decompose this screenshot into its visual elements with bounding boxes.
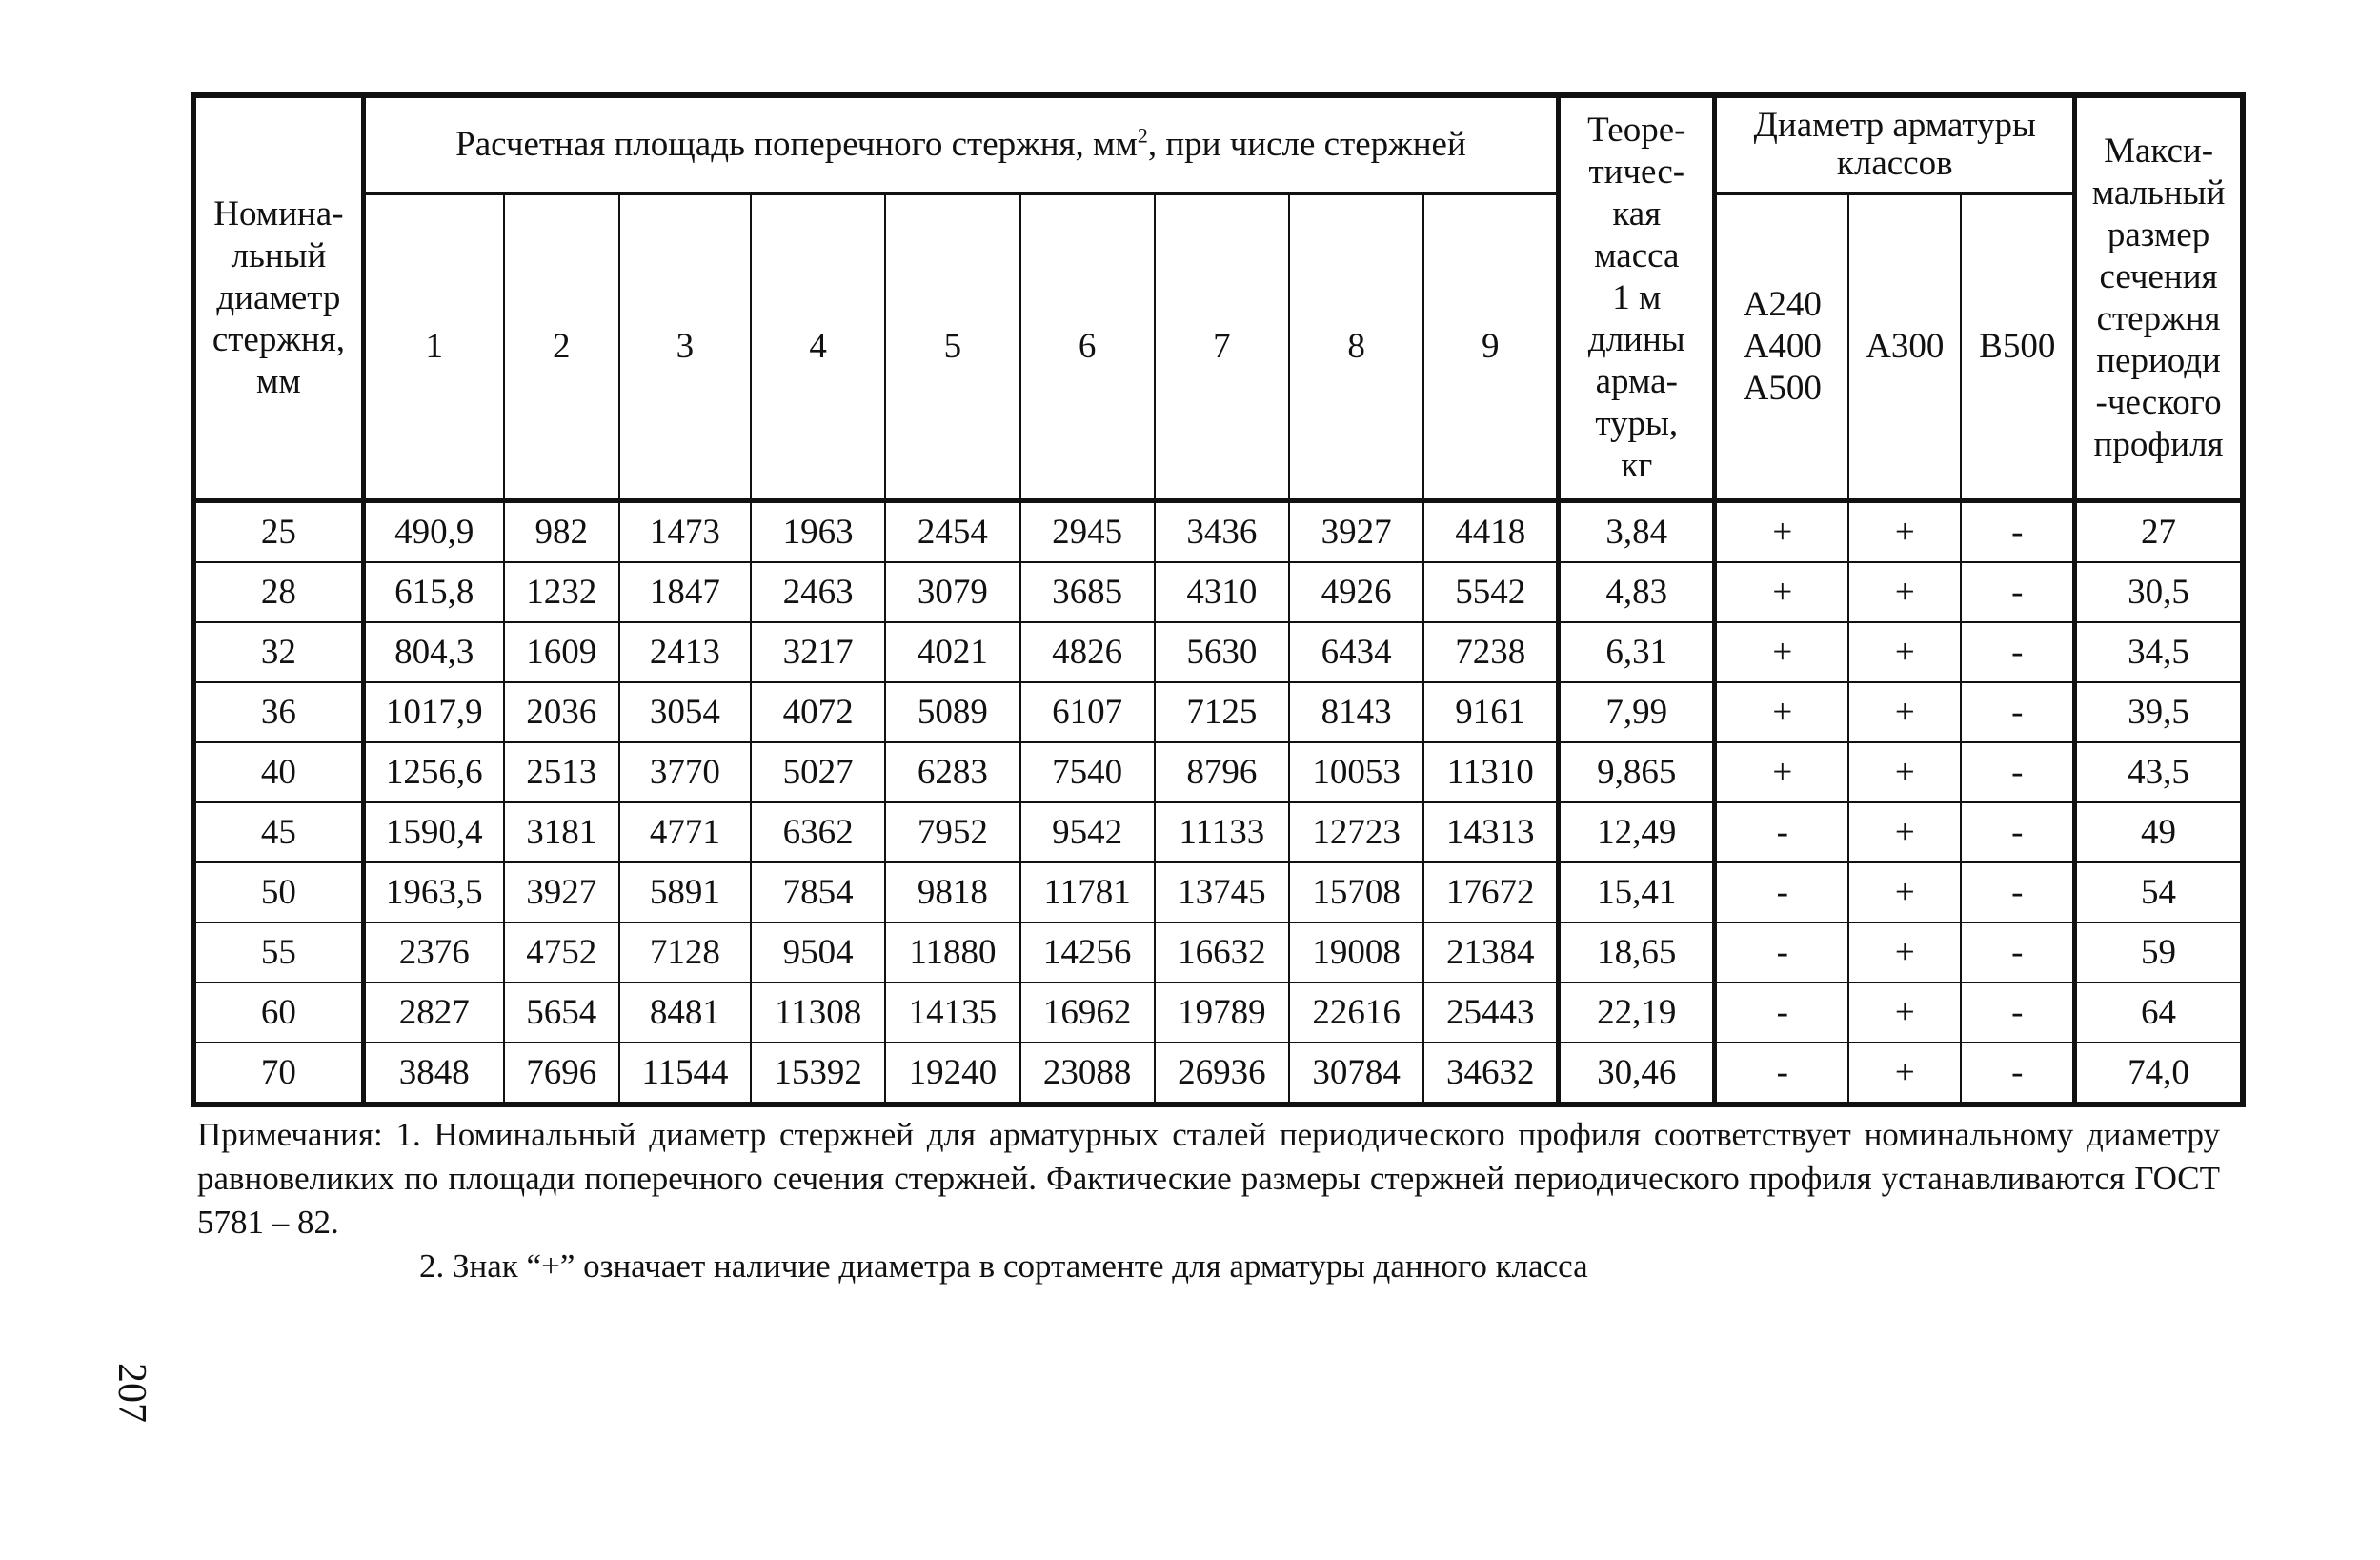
table-cell: 15,41 bbox=[1559, 862, 1715, 922]
table-cell: 14256 bbox=[1020, 922, 1155, 983]
table-cell: 9818 bbox=[885, 862, 1019, 922]
table-cell: - bbox=[1961, 622, 2074, 682]
table-cell: + bbox=[1848, 622, 1961, 682]
table-cell: 5089 bbox=[885, 682, 1019, 742]
table-cell: + bbox=[1715, 622, 1848, 682]
header-count-2: 2 bbox=[504, 193, 619, 501]
table-cell: 27 bbox=[2075, 501, 2243, 563]
table-cell: - bbox=[1715, 802, 1848, 862]
table-cell: + bbox=[1848, 501, 1961, 563]
table-cell: 3927 bbox=[1289, 501, 1423, 563]
header-class-a300: А300 bbox=[1848, 193, 1961, 501]
table-cell: 1963,5 bbox=[363, 862, 503, 922]
table-row bbox=[193, 682, 2243, 742]
table-cell: - bbox=[1961, 742, 2074, 802]
table-cell: 4310 bbox=[1155, 562, 1289, 622]
table-cell: 10053 bbox=[1289, 742, 1423, 802]
table-cell: 6107 bbox=[1020, 682, 1155, 742]
table-cell: + bbox=[1715, 562, 1848, 622]
table-cell: 4021 bbox=[885, 622, 1019, 682]
table-cell: 2463 bbox=[751, 562, 885, 622]
table-row bbox=[193, 501, 2243, 563]
table-cell: + bbox=[1848, 1043, 1961, 1104]
table-cell: 7125 bbox=[1155, 682, 1289, 742]
table-cell: 4752 bbox=[504, 922, 619, 983]
table-cell: - bbox=[1961, 562, 2074, 622]
table-cell: 11310 bbox=[1423, 742, 1558, 802]
table-cell: 3927 bbox=[504, 862, 619, 922]
table-cell: 3436 bbox=[1155, 501, 1289, 563]
table-cell: - bbox=[1715, 983, 1848, 1043]
header-count-5: 5 bbox=[885, 193, 1019, 501]
table-cell: + bbox=[1848, 983, 1961, 1043]
table-cell: 3848 bbox=[363, 1043, 503, 1104]
table-cell: + bbox=[1848, 682, 1961, 742]
table-cell: 2513 bbox=[504, 742, 619, 802]
table-cell: 7128 bbox=[619, 922, 751, 983]
table-cell: 5891 bbox=[619, 862, 751, 922]
table-cell: 7238 bbox=[1423, 622, 1558, 682]
note-2: 2. Знак “+” означает наличие диаметра в сортаменте для арматуры данного класса bbox=[419, 1247, 1588, 1285]
table-cell: 1609 bbox=[504, 622, 619, 682]
table-cell: 2454 bbox=[885, 501, 1019, 563]
table-cell: 3217 bbox=[751, 622, 885, 682]
table-cell: 4826 bbox=[1020, 622, 1155, 682]
table-cell: 2413 bbox=[619, 622, 751, 682]
table-cell: - bbox=[1961, 983, 2074, 1043]
table-cell: - bbox=[1961, 922, 2074, 983]
header-classes-group: Диаметр арматуры классов bbox=[1715, 95, 2075, 193]
table-cell: 30,5 bbox=[2075, 562, 2243, 622]
table-cell: 17672 bbox=[1423, 862, 1558, 922]
table-cell: 2036 bbox=[504, 682, 619, 742]
table-cell: 11308 bbox=[751, 983, 885, 1043]
table-cell: 1847 bbox=[619, 562, 751, 622]
table-cell: 19008 bbox=[1289, 922, 1423, 983]
table-row bbox=[193, 983, 2243, 1043]
cell-diameter: 40 bbox=[193, 742, 363, 802]
table-cell: + bbox=[1848, 862, 1961, 922]
table-cell: 6362 bbox=[751, 802, 885, 862]
table-cell: 5542 bbox=[1423, 562, 1558, 622]
table-cell: 15392 bbox=[751, 1043, 885, 1104]
table-cell: 11880 bbox=[885, 922, 1019, 983]
table-cell: - bbox=[1961, 802, 2074, 862]
header-nominal-diameter: Номина- льный диаметр стержня, мм bbox=[193, 95, 363, 501]
table-cell: 16632 bbox=[1155, 922, 1289, 983]
table-cell: 74,0 bbox=[2075, 1043, 2243, 1104]
table-cell: 982 bbox=[504, 501, 619, 563]
table-cell: 14135 bbox=[885, 983, 1019, 1043]
header-count-6: 6 bbox=[1020, 193, 1155, 501]
table-cell: 26936 bbox=[1155, 1043, 1289, 1104]
table-cell: + bbox=[1848, 922, 1961, 983]
table-cell: 1232 bbox=[504, 562, 619, 622]
table-cell: 1473 bbox=[619, 501, 751, 563]
header-class-b500: В500 bbox=[1961, 193, 2074, 501]
table-cell: 1017,9 bbox=[363, 682, 503, 742]
cell-diameter: 55 bbox=[193, 922, 363, 983]
cell-diameter: 32 bbox=[193, 622, 363, 682]
table-cell: 9161 bbox=[1423, 682, 1558, 742]
table-cell: 2827 bbox=[363, 983, 503, 1043]
table-cell: 19789 bbox=[1155, 983, 1289, 1043]
note-1: Примечания: 1. Номинальный диаметр стержней для арматурных сталей периодического профиля соответствует номинальному диаметру равновеликих по площади поперечного сечения стержней. Фактические размеры стержней периодического профиля устанавливаются ГОСТ 5781 – 82. bbox=[197, 1116, 2220, 1241]
table-cell: 15708 bbox=[1289, 862, 1423, 922]
table-cell: 9,865 bbox=[1559, 742, 1715, 802]
table-cell: 3685 bbox=[1020, 562, 1155, 622]
table-cell: 21384 bbox=[1423, 922, 1558, 983]
table-cell: 49 bbox=[2075, 802, 2243, 862]
table-cell: 2945 bbox=[1020, 501, 1155, 563]
table-cell: - bbox=[1961, 682, 2074, 742]
table-cell: - bbox=[1961, 501, 2074, 563]
table-cell: 9542 bbox=[1020, 802, 1155, 862]
table-cell: 30,46 bbox=[1559, 1043, 1715, 1104]
table-cell: 7,99 bbox=[1559, 682, 1715, 742]
table-cell: 6434 bbox=[1289, 622, 1423, 682]
table-cell: 22616 bbox=[1289, 983, 1423, 1043]
table-cell: 490,9 bbox=[363, 501, 503, 563]
table-cell: 8481 bbox=[619, 983, 751, 1043]
table-cell: 8796 bbox=[1155, 742, 1289, 802]
table-cell: 13745 bbox=[1155, 862, 1289, 922]
cell-diameter: 70 bbox=[193, 1043, 363, 1104]
table-row bbox=[193, 562, 2243, 622]
table-cell: 12723 bbox=[1289, 802, 1423, 862]
table-cell: 4418 bbox=[1423, 501, 1558, 563]
table-cell: 30784 bbox=[1289, 1043, 1423, 1104]
table-cell: 14313 bbox=[1423, 802, 1558, 862]
table-cell: 6,31 bbox=[1559, 622, 1715, 682]
table-cell: 34,5 bbox=[2075, 622, 2243, 682]
table-cell: + bbox=[1715, 501, 1848, 563]
header-count-9: 9 bbox=[1423, 193, 1558, 501]
table-cell: 6283 bbox=[885, 742, 1019, 802]
header-theoretical-mass: Теоре- тичес- кая масса 1 м длины арма- туры, кг bbox=[1559, 95, 1715, 501]
table-cell: 23088 bbox=[1020, 1043, 1155, 1104]
cell-diameter: 45 bbox=[193, 802, 363, 862]
table-cell: 19240 bbox=[885, 1043, 1019, 1104]
header-count-7: 7 bbox=[1155, 193, 1289, 501]
table-cell: 7540 bbox=[1020, 742, 1155, 802]
table-cell: - bbox=[1715, 922, 1848, 983]
table-body bbox=[193, 501, 2243, 1105]
table-cell: + bbox=[1715, 742, 1848, 802]
cell-diameter: 50 bbox=[193, 862, 363, 922]
table-cell: 7952 bbox=[885, 802, 1019, 862]
page-number: 207 bbox=[110, 1363, 153, 1423]
header-count-3: 3 bbox=[619, 193, 751, 501]
table-cell: - bbox=[1715, 1043, 1848, 1104]
cell-diameter: 60 bbox=[193, 983, 363, 1043]
table-cell: 3181 bbox=[504, 802, 619, 862]
table-cell: - bbox=[1961, 1043, 2074, 1104]
table-cell: + bbox=[1715, 682, 1848, 742]
cell-diameter: 28 bbox=[193, 562, 363, 622]
table-cell: 4,83 bbox=[1559, 562, 1715, 622]
cell-diameter: 36 bbox=[193, 682, 363, 742]
table-cell: 39,5 bbox=[2075, 682, 2243, 742]
table-cell: 7854 bbox=[751, 862, 885, 922]
table-row bbox=[193, 1043, 2243, 1104]
header-area-group: Расчетная площадь поперечного стержня, $мм^2$, при числе стержней bbox=[363, 95, 1558, 193]
table-cell: 11781 bbox=[1020, 862, 1155, 922]
table-cell: 18,65 bbox=[1559, 922, 1715, 983]
rebar-assortment-table bbox=[191, 92, 2246, 1107]
table-row bbox=[193, 622, 2243, 682]
table-cell: 804,3 bbox=[363, 622, 503, 682]
header-max-section-size: Макси- мальный размер сечения стержня периоди -ческого профиля bbox=[2075, 95, 2243, 501]
table-cell: 9504 bbox=[751, 922, 885, 983]
cell-diameter: 25 bbox=[193, 501, 363, 563]
table-cell: 3770 bbox=[619, 742, 751, 802]
header-class-a240-a400-a500: А240 А400 А500 bbox=[1715, 193, 1848, 501]
table-cell: 5654 bbox=[504, 983, 619, 1043]
table-cell: 1256,6 bbox=[363, 742, 503, 802]
table-row bbox=[193, 742, 2243, 802]
table-cell: 4771 bbox=[619, 802, 751, 862]
table-cell: - bbox=[1961, 862, 2074, 922]
header-count-4: 4 bbox=[751, 193, 885, 501]
table-cell: 22,19 bbox=[1559, 983, 1715, 1043]
table-cell: 16962 bbox=[1020, 983, 1155, 1043]
table-cell: 34632 bbox=[1423, 1043, 1558, 1104]
table-cell: 2376 bbox=[363, 922, 503, 983]
table-cell: - bbox=[1715, 862, 1848, 922]
table-cell: 4926 bbox=[1289, 562, 1423, 622]
header-count-1: 1 bbox=[363, 193, 503, 501]
table-cell: 54 bbox=[2075, 862, 2243, 922]
table-cell: + bbox=[1848, 742, 1961, 802]
table-cell: 12,49 bbox=[1559, 802, 1715, 862]
table-cell: 64 bbox=[2075, 983, 2243, 1043]
table-row bbox=[193, 922, 2243, 983]
table-cell: 25443 bbox=[1423, 983, 1558, 1043]
table-cell: 3054 bbox=[619, 682, 751, 742]
table-cell: 7696 bbox=[504, 1043, 619, 1104]
table-cell: 43,5 bbox=[2075, 742, 2243, 802]
table-row bbox=[193, 862, 2243, 922]
table-cell: + bbox=[1848, 802, 1961, 862]
table-cell: 615,8 bbox=[363, 562, 503, 622]
table-cell: 1963 bbox=[751, 501, 885, 563]
table-cell: 3079 bbox=[885, 562, 1019, 622]
table-cell: 8143 bbox=[1289, 682, 1423, 742]
table-cell: + bbox=[1848, 562, 1961, 622]
table-cell: 1590,4 bbox=[363, 802, 503, 862]
table-cell: 59 bbox=[2075, 922, 2243, 983]
table-cell: 11133 bbox=[1155, 802, 1289, 862]
table-cell: 3,84 bbox=[1559, 501, 1715, 563]
table-cell: 5027 bbox=[751, 742, 885, 802]
table-cell: 4072 bbox=[751, 682, 885, 742]
table-cell: 11544 bbox=[619, 1043, 751, 1104]
header-count-8: 8 bbox=[1289, 193, 1423, 501]
table-cell: 5630 bbox=[1155, 622, 1289, 682]
table-row bbox=[193, 802, 2243, 862]
